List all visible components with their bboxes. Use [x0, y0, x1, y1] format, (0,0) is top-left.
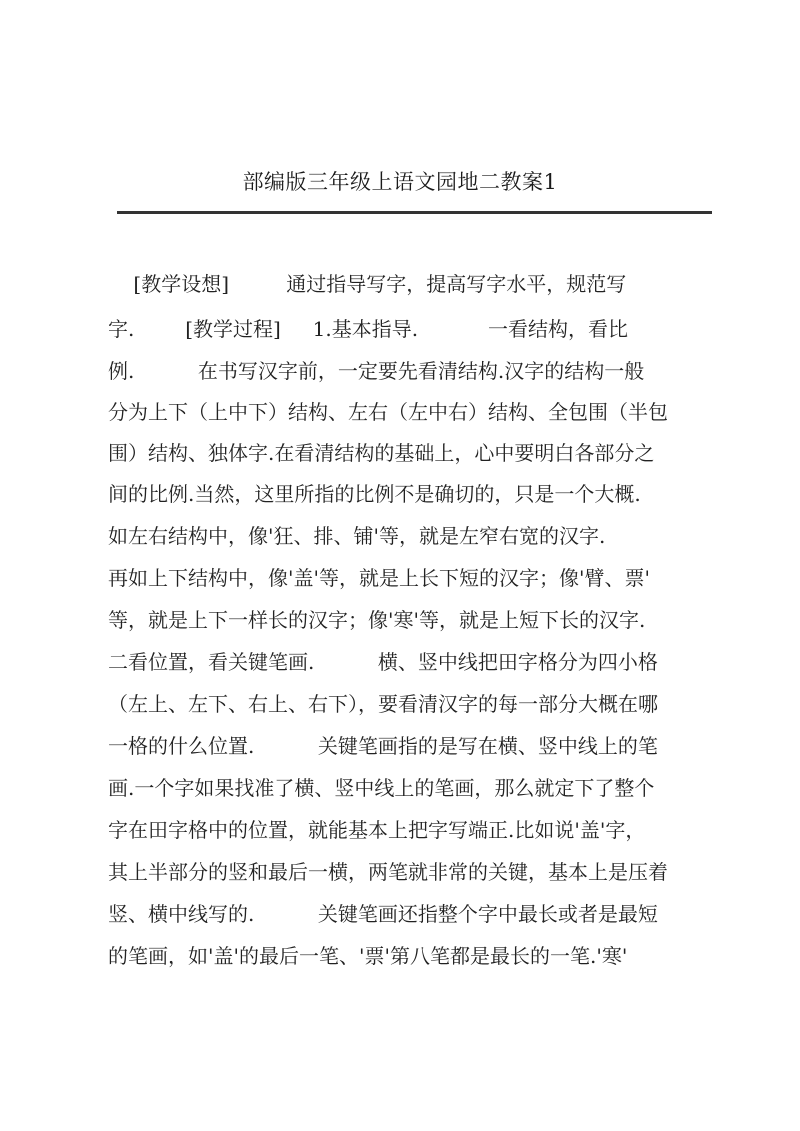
body-line: 间的比例.当然，这里所指的比例不是确切的，只是一个大概.: [108, 482, 641, 506]
body-line: 如左右结构中，像'狂、排、铺'等，就是左窄右宽的汉字.: [108, 524, 606, 548]
document-title: 部编版三年级上语文园地二教案1: [242, 170, 558, 194]
body-line: 的笔画，如'盖'的最后一笔、'票'第八笔都是最长的一笔.'寒': [108, 944, 628, 968]
body-line: 字在田字格中的位置，就能基本上把字写端正.比如说'盖'字，: [108, 818, 646, 842]
body-line: 竖、横中线写的. 关键笔画还指整个字中最长或者是最短: [108, 902, 658, 926]
body-line: 其上半部分的竖和最后一横，两笔就非常的关键，基本上是压着: [108, 860, 668, 884]
title-divider: [117, 211, 712, 214]
body-line: 等，就是上下一样长的汉字；像'寒'等，就是上短下长的汉字.: [108, 608, 646, 632]
body-line: 分为上下（上中下）结构、左右（左中右）结构、全包围（半包: [108, 400, 668, 424]
body-line: 围）结构、独体字.在看清结构的基础上，心中要明白各部分之: [108, 441, 655, 465]
body-line: 例. 在书写汉字前，一定要先看清结构.汉字的结构一般: [108, 359, 645, 383]
body-line: 字. [教学过程] 1.基本指导. 一看结构，看比: [108, 317, 628, 341]
body-line: [教学设想] 通过指导写字，提高写字水平，规范写: [108, 272, 627, 296]
body-line: 再如上下结构中，像'盖'等，就是上长下短的汉字；像'臂、票': [108, 566, 650, 590]
body-line: 画.一个字如果找准了横、竖中线上的笔画，那么就定下了整个: [108, 776, 655, 800]
body-line: （左上、左下、右上、右下），要看清汉字的每一部分大概在哪: [108, 692, 658, 716]
body-line: 二看位置，看关键笔画. 横、竖中线把田字格分为四小格: [108, 650, 658, 674]
body-line: 一格的什么位置. 关键笔画指的是写在横、竖中线上的笔: [108, 734, 658, 758]
